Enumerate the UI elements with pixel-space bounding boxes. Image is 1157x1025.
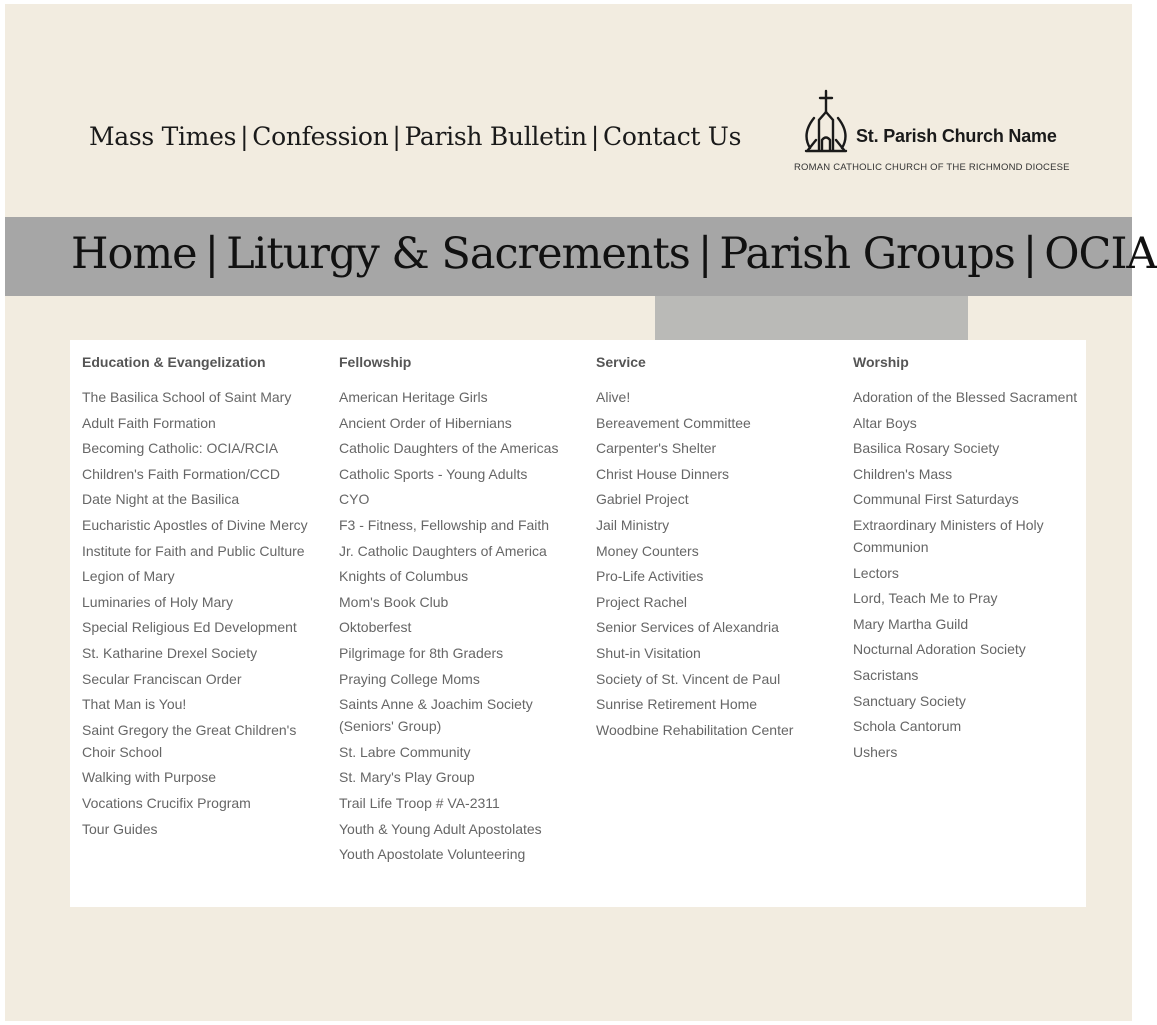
link-list bbox=[853, 386, 1093, 763]
dropdown-link[interactable]: That Man is You! bbox=[82, 696, 187, 713]
dropdown-column-service bbox=[596, 354, 836, 744]
dropdown-link[interactable]: Lectors bbox=[853, 564, 899, 581]
utility-link-contact-us[interactable]: Contact Us bbox=[602, 122, 742, 151]
dropdown-link[interactable]: Sanctuary Society bbox=[853, 692, 966, 709]
dropdown-link[interactable]: Schola Cantorum bbox=[853, 718, 962, 735]
dropdown-link[interactable]: Shut-in Visitation bbox=[596, 644, 701, 661]
dropdown-link[interactable]: Mom's Book Club bbox=[339, 593, 449, 610]
dropdown-link[interactable]: Trail Life Troop # VA-2311 bbox=[339, 794, 500, 811]
parish-name: St. Parish Church Name bbox=[856, 126, 1057, 146]
dropdown-link[interactable]: St. Katharine Drexel Society bbox=[82, 644, 258, 661]
dropdown-link[interactable]: F3 - Fitness, Fellowship and Faith bbox=[339, 516, 550, 533]
dropdown-link[interactable]: St. Mary's Play Group bbox=[339, 769, 475, 786]
dropdown-link[interactable]: Oktoberfest bbox=[339, 619, 412, 636]
link-list bbox=[82, 386, 322, 840]
utility-link-confession[interactable]: Confession bbox=[252, 122, 389, 151]
active-tab-indicator bbox=[655, 296, 968, 340]
main-nav-parish-groups[interactable]: Parish Groups bbox=[719, 229, 1015, 279]
dropdown-link[interactable]: Adoration of the Blessed Sacrament bbox=[853, 389, 1078, 405]
dropdown-column-worship bbox=[853, 354, 1093, 766]
dropdown-link[interactable]: Youth & Young Adult Apostolates bbox=[339, 820, 542, 837]
dropdown-link[interactable]: Ushers bbox=[853, 743, 898, 760]
dropdown-link[interactable]: Knights of Columbus bbox=[339, 568, 469, 585]
dropdown-link[interactable]: Walking with Purpose bbox=[82, 769, 217, 786]
dropdown-link[interactable]: Legion of Mary bbox=[82, 568, 175, 585]
dropdown-link[interactable]: CYO bbox=[339, 491, 370, 508]
dropdown-link[interactable]: American Heritage Girls bbox=[339, 389, 488, 405]
dropdown-link[interactable]: Tour Guides bbox=[82, 820, 158, 837]
dropdown-link[interactable]: Youth Apostolate Volunteering bbox=[339, 846, 526, 863]
dropdown-link[interactable]: Praying College Moms bbox=[339, 670, 480, 687]
separator: | bbox=[697, 229, 712, 279]
dropdown-link[interactable]: Catholic Sports - Young Adults bbox=[339, 465, 528, 482]
dropdown-link[interactable]: Sunrise Retirement Home bbox=[596, 696, 758, 713]
dropdown-link[interactable]: St. Labre Community bbox=[339, 743, 471, 760]
column-heading: Education & Evangelization bbox=[82, 354, 266, 370]
main-nav bbox=[5, 217, 1157, 296]
dropdown-link[interactable]: Jr. Catholic Daughters of America bbox=[339, 542, 547, 559]
link-list bbox=[596, 386, 836, 741]
dropdown-link[interactable]: Saint Gregory the Great Children's Choir School bbox=[82, 721, 297, 760]
dropdown-link[interactable]: Sacristans bbox=[853, 666, 919, 683]
dropdown-link[interactable]: Special Religious Ed Development bbox=[82, 619, 297, 636]
dropdown-link[interactable]: Gabriel Project bbox=[596, 491, 689, 508]
parish-groups-dropdown bbox=[70, 340, 1086, 907]
dropdown-link[interactable]: Children's Mass bbox=[853, 465, 953, 482]
dropdown-link[interactable]: Money Counters bbox=[596, 542, 699, 559]
dropdown-link[interactable]: Pilgrimage for 8th Graders bbox=[339, 644, 504, 661]
dropdown-link[interactable]: Date Night at the Basilica bbox=[82, 491, 240, 508]
dropdown-link[interactable]: Extraordinary Ministers of Holy Communion bbox=[853, 516, 1044, 555]
dropdown-link[interactable]: Vocations Crucifix Program bbox=[82, 794, 251, 811]
dropdown-link[interactable]: Jail Ministry bbox=[596, 516, 670, 533]
dropdown-link[interactable]: Catholic Daughters of the Americas bbox=[339, 440, 559, 457]
main-nav-home[interactable]: Home bbox=[71, 229, 197, 279]
column-heading: Fellowship bbox=[339, 354, 412, 370]
dropdown-link[interactable]: Ancient Order of Hibernians bbox=[339, 414, 512, 431]
dropdown-link[interactable]: Becoming Catholic: OCIA/RCIA bbox=[82, 440, 279, 457]
parish-logo[interactable] bbox=[794, 90, 1100, 180]
dropdown-link[interactable]: Basilica Rosary Society bbox=[853, 440, 1000, 457]
dropdown-link[interactable]: Society of St. Vincent de Paul bbox=[596, 670, 781, 687]
utility-link-parish-bulletin[interactable]: Parish Bulletin bbox=[404, 122, 587, 151]
separator: | bbox=[1022, 229, 1037, 279]
dropdown-link[interactable]: Secular Franciscan Order bbox=[82, 670, 242, 687]
dropdown-link[interactable]: Carpenter's Shelter bbox=[596, 440, 717, 457]
column-heading: Service bbox=[596, 354, 646, 370]
dropdown-link[interactable]: Woodbine Rehabilitation Center bbox=[596, 721, 794, 738]
dropdown-link[interactable]: Eucharistic Apostles of Divine Mercy bbox=[82, 516, 308, 533]
dropdown-link[interactable]: Altar Boys bbox=[853, 414, 917, 431]
separator: | bbox=[590, 122, 599, 151]
main-nav-ocia[interactable]: OCIA bbox=[1044, 229, 1157, 279]
dropdown-link[interactable]: Nocturnal Adoration Society bbox=[853, 641, 1026, 658]
utility-nav bbox=[89, 122, 741, 151]
dropdown-link[interactable]: Luminaries of Holy Mary bbox=[82, 593, 233, 610]
dropdown-link[interactable]: Bereavement Committee bbox=[596, 414, 751, 431]
church-icon bbox=[802, 90, 850, 156]
dropdown-link[interactable]: Mary Martha Guild bbox=[853, 615, 969, 632]
separator: | bbox=[392, 122, 401, 151]
main-nav-liturgy-sacrements[interactable]: Liturgy & Sacrements bbox=[226, 229, 690, 279]
dropdown-link[interactable]: Project Rachel bbox=[596, 593, 688, 610]
utility-link-mass-times[interactable]: Mass Times bbox=[89, 122, 237, 151]
dropdown-link[interactable]: The Basilica School of Saint Mary bbox=[82, 389, 292, 405]
dropdown-link[interactable]: Children's Faith Formation/CCD bbox=[82, 465, 280, 482]
dropdown-column-fellowship bbox=[339, 354, 579, 869]
dropdown-column-education bbox=[82, 354, 322, 843]
dropdown-link[interactable]: Adult Faith Formation bbox=[82, 414, 216, 431]
dropdown-link[interactable]: Pro-Life Activities bbox=[596, 568, 704, 585]
column-heading: Worship bbox=[853, 354, 909, 370]
parish-subtitle: ROMAN CATHOLIC CHURCH OF THE RICHMOND DIOCESE bbox=[794, 162, 1070, 173]
separator: | bbox=[204, 229, 219, 279]
dropdown-link[interactable]: Christ House Dinners bbox=[596, 465, 730, 482]
dropdown-link[interactable]: Senior Services of Alexandria bbox=[596, 619, 779, 636]
page bbox=[5, 4, 1157, 1021]
dropdown-link[interactable]: Saints Anne & Joachim Society (Seniors' Group) bbox=[339, 696, 533, 735]
link-list bbox=[339, 386, 579, 865]
dropdown-link[interactable]: Alive! bbox=[596, 389, 631, 405]
separator: | bbox=[240, 122, 249, 151]
dropdown-link[interactable]: Communal First Saturdays bbox=[853, 491, 1019, 508]
dropdown-link[interactable]: Institute for Faith and Public Culture bbox=[82, 542, 305, 559]
dropdown-link[interactable]: Lord, Teach Me to Pray bbox=[853, 590, 998, 607]
